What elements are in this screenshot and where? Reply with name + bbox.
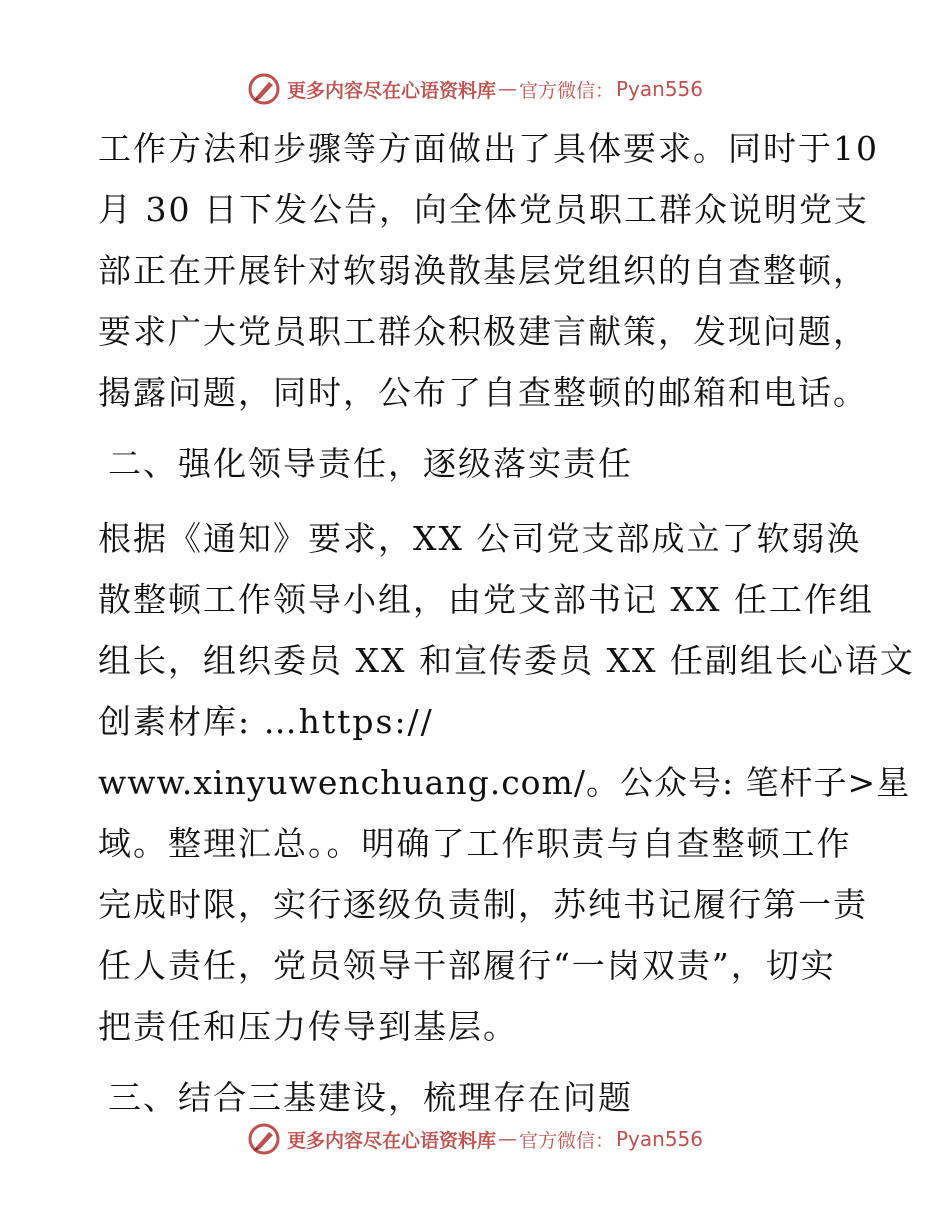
banner-separator: — xyxy=(497,1128,517,1150)
banner-title: 更多内容尽在心语资料库 xyxy=(286,79,496,102)
paragraph-line: 要求广大党员职工群众积极建言献策，发现问题， xyxy=(98,312,868,351)
paragraph-line: 工作方法和步骤等方面做出了具体要求。同时于10 xyxy=(98,129,879,168)
banner-wechat-label: 官方微信： xyxy=(518,79,614,102)
document-body xyxy=(98,125,915,1135)
banner-title: 更多内容尽在心语资料库 xyxy=(286,1129,496,1152)
banner-wechat-label: 官方微信： xyxy=(518,1129,614,1152)
pen-logo-icon xyxy=(247,1122,281,1156)
banner-wechat-id: Pyan556 xyxy=(616,77,704,101)
paragraph-line: 域。整理汇总。。明确了工作职责与自查整顿工作 xyxy=(98,824,852,863)
paragraph-line: 揭露问题，同时，公布了自查整顿的邮箱和电话。 xyxy=(98,373,868,412)
paragraph-line: 根据《通知》要求，XX 公司党支部成立了软弱涣 xyxy=(98,519,862,558)
paragraph-line: 散整顿工作领导小组，由党支部书记 XX 任工作组 xyxy=(98,580,874,619)
paragraph-line: 任人责任，党员领导干部履行“一岗双责”，切实 xyxy=(98,946,836,985)
banner-separator: — xyxy=(497,78,517,100)
section-heading-2: 二、强化领导责任，逐级落实责任 xyxy=(108,444,633,483)
paragraph-line: 月 30 日下发公告，向全体党员职工群众说明党支 xyxy=(98,190,869,229)
paragraph-line: 部正在开展针对软弱涣散基层党组织的自查整顿， xyxy=(98,251,868,290)
paragraph-line: 创素材库: …https:// xyxy=(98,702,434,741)
paragraph-line: 组长，组织委员 XX 和宣传委员 XX 任副组长心语文 xyxy=(98,641,915,680)
pen-logo-icon xyxy=(247,72,281,106)
footer-banner xyxy=(0,1122,950,1156)
paragraph-line: 把责任和压力传导到基层。 xyxy=(98,1007,518,1046)
banner-wechat-id: Pyan556 xyxy=(616,1127,704,1151)
section-heading-3: 三、结合三基建设，梳理存在问题 xyxy=(108,1078,633,1117)
header-banner xyxy=(0,72,950,106)
paragraph-line: www.xinyuwenchuang.com/。公众号: 笔杆子>星 xyxy=(98,763,911,802)
paragraph-line: 完成时限，实行逐级负责制，苏纯书记履行第一责 xyxy=(98,885,868,924)
